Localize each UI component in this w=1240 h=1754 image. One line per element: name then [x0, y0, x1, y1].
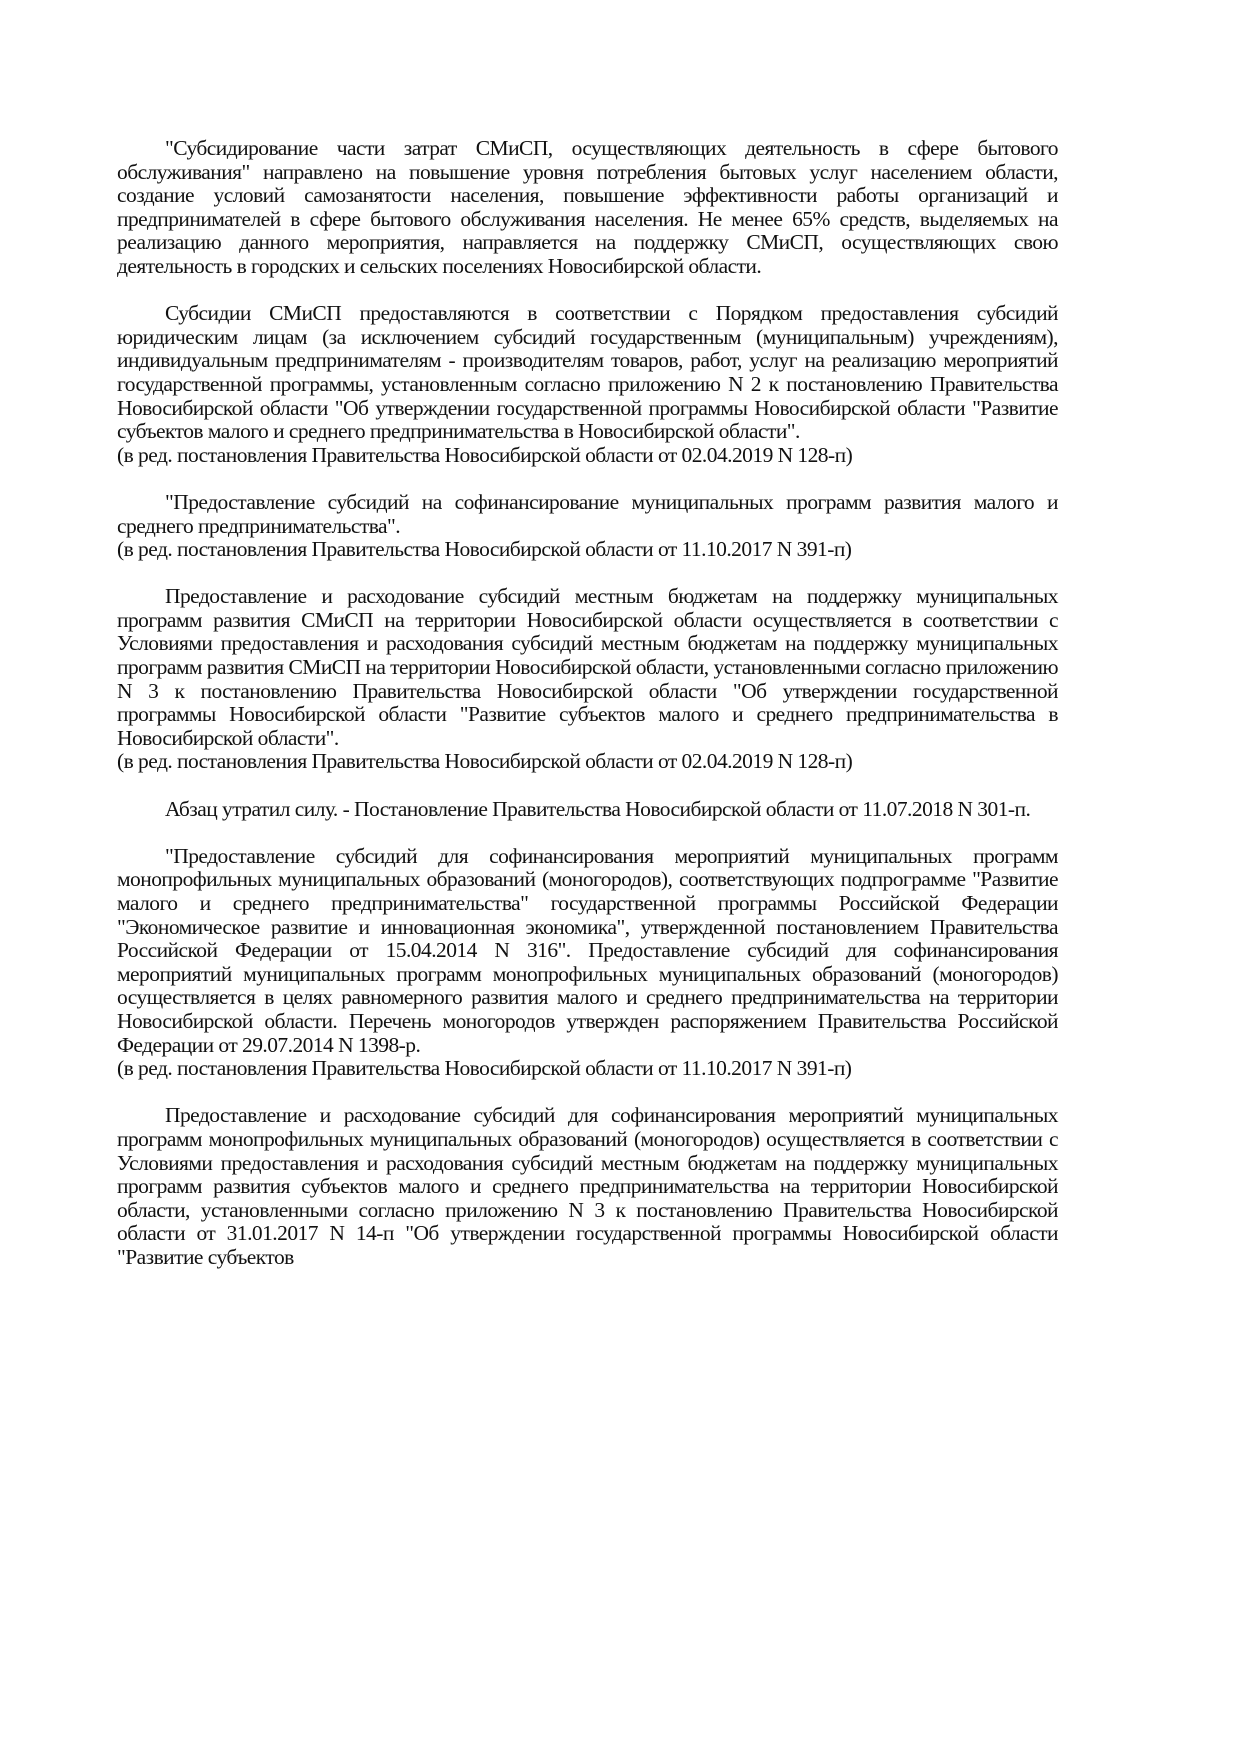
paragraph-spacer: [117, 279, 1058, 303]
paragraph-spacer: [117, 821, 1058, 845]
paragraph-spacer: [117, 562, 1058, 586]
paragraph-spacer: [117, 1081, 1058, 1105]
paragraph-repealed: Абзац утратил силу. - Постановление Правительства Новосибирской области от 11.07.2018 N 301-п.: [165, 796, 1031, 821]
paragraph-monotowns-conditions: Предоставление и расходование субсидий для софинансирования мероприятий муниципальных программ монопрофильных муниципальных образований (моногородов) осуществляется в соответствии с Условиями предоставления и расходования субсидий местным бюджетам на поддержку муниципальных программ развития субъектов малого и среднего предпринимательства на территории Новосибирской области, установленными согласно приложению N 3 к постановлению Правительства Новосибирской области от 31.01.2017 N 14-п "Об утверждении государственной программы Новосибирской области "Развитие субъектов: [117, 1103, 1058, 1269]
paragraph-household-services-subsidy: "Субсидирование части затрат СМиСП, осуществляющих деятельность в сфере бытового обслуживания" направлено на повышение уровня потребления бытовых услуг населением области, создание условий самозанятости населения, повышение эффективности работы организаций и предпринимателей в сфере бытового обслуживания населения. Не менее 65% средств, выделяемых на реализацию данного мероприятия, направляется на поддержку СМиСП, осуществляющих свою деятельность в городских и сельских поселениях Новосибирской области.: [117, 136, 1058, 278]
paragraph-spacer: [117, 774, 1058, 798]
amendment-note: (в ред. постановления Правительства Новосибирской области от 11.10.2017 N 391-п): [117, 537, 852, 562]
amendment-note: (в ред. постановления Правительства Новосибирской области от 02.04.2019 N 128-п): [117, 442, 853, 467]
paragraph-subsidy-procedure: Субсидии СМиСП предоставляются в соответствии с Порядком предоставления субсидий юридическим лицам (за исключением субсидий государственным (муниципальным) учреждениям), индивидуальным предпринимателям - производителям товаров, работ, услуг на реализацию мероприятий государственной программы, установленным согласно приложению N 2 к постановлению Правительства Новосибирской области "Об утверждении государственной программы Новосибирской области "Развитие субъектов малого и среднего предпринимательства в Новосибирской области".: [117, 301, 1058, 444]
amendment-note: (в ред. постановления Правительства Новосибирской области от 02.04.2019 N 128-п): [117, 749, 853, 774]
paragraph-monotowns-cofinancing: "Предоставление субсидий для софинансирования мероприятий муниципальных программ монопрофильных муниципальных образований (моногородов), соответствующих подпрограмме "Развитие малого и среднего предпринимательства" государственной программы Российской Федерации "Экономическое развитие и инновационная экономика", утвержденной постановлением Правительства Российской Федерации от 15.04.2014 N 316". Предоставление субсидий для софинансирования мероприятий муниципальных программ монопрофильных муниципальных образований (моногородов) осуществляется в целях равномерного развития малого и среднего предпринимательства на территории Новосибирской области. Перечень моногородов утвержден распоряжением Правительства Российской Федерации от 29.07.2014 N 1398-р.: [117, 843, 1058, 1057]
paragraph-municipal-cofinancing: "Предоставление субсидий на софинансирование муниципальных программ развития малого и среднего предпринимательства".: [117, 489, 1058, 538]
amendment-note: (в ред. постановления Правительства Новосибирской области от 11.10.2017 N 391-п): [117, 1056, 852, 1081]
paragraph-local-budget-subsidies: Предоставление и расходование субсидий местным бюджетам на поддержку муниципальных программ развития СМиСП на территории Новосибирской области осуществляется в соответствии с Условиями предоставления и расходования субсидий местным бюджетам на поддержку муниципальных программ развития СМиСП на территории Новосибирской области, установленными согласно приложению N 3 к постановлению Правительства Новосибирской области "Об утверждении государственной программы Новосибирской области "Развитие субъектов малого и среднего предпринимательства в Новосибирской области".: [117, 584, 1058, 750]
document-page: [117, 137, 1058, 1270]
paragraph-spacer: [117, 467, 1058, 491]
